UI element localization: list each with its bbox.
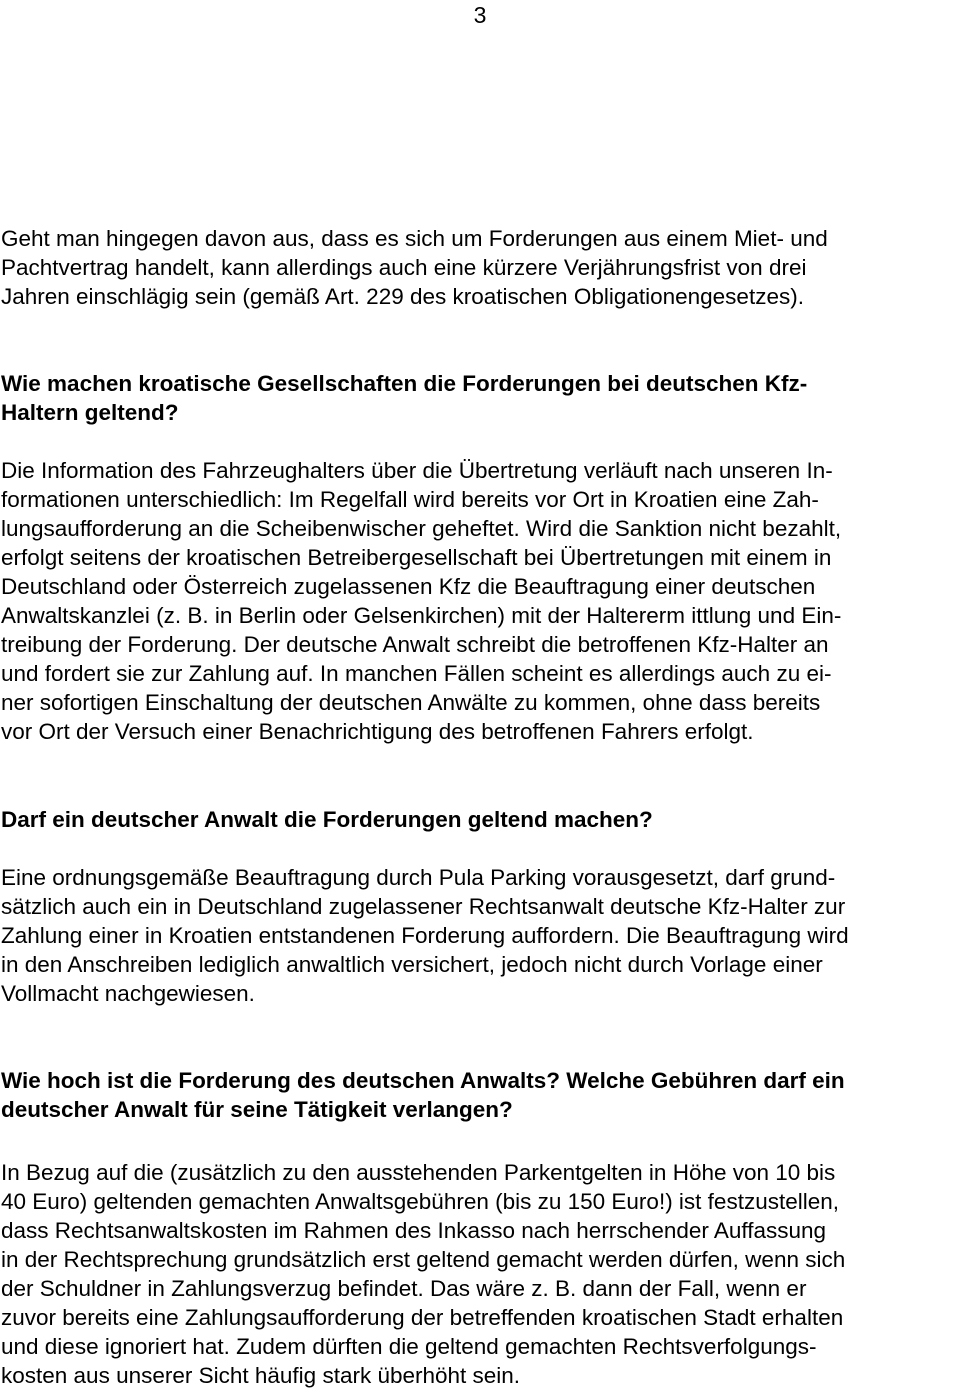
paragraph-line: und fordert sie zur Zahlung auf. In manchen Fällen scheint es allerdings auch zu ei- [1, 661, 832, 686]
paragraph-line: Die Information des Fahrzeughalters über die Übertretung verläuft nach unseren In- [1, 458, 833, 483]
paragraph-line: lungsaufforderung an die Scheibenwischer geheftet. Wird die Sanktion nicht bezahlt, [1, 516, 842, 541]
heading-line: Darf ein deutscher Anwalt die Forderungen geltend machen? [1, 807, 653, 832]
paragraph-line: 40 Euro) geltenden gemachten Anwaltsgebühren (bis zu 150 Euro!) ist festzustellen, [1, 1189, 840, 1214]
paragraph-line: dass Rechtsanwaltskosten im Rahmen des Inkasso nach herrschender Auffassung [1, 1218, 827, 1243]
paragraph-line: Jahren einschlägig sein (gemäß Art. 229 des kroatischen Obligationengesetzes). [1, 284, 804, 309]
paragraph-line: Anwaltskanzlei (z. B. in Berlin oder Gelsenkirchen) mit der Haltererm ittlung und Ein- [1, 603, 842, 628]
heading-line: Wie hoch ist die Forderung des deutschen Anwalts? Welche Gebühren darf ein [1, 1068, 845, 1093]
paragraph-line: der Schuldner in Zahlungsverzug befindet. Das wäre z. B. dann der Fall, wenn er [1, 1276, 807, 1301]
paragraph-line: erfolgt seitens der kroatischen Betreibergesellschaft bei Übertretungen mit einem in [1, 545, 832, 570]
paragraph-line: Geht man hingegen davon aus, dass es sich um Forderungen aus einem Miet- und [1, 226, 828, 251]
paragraph-line: Zahlung einer in Kroatien entstandenen Forderung auffordern. Die Beauftragung wird [1, 923, 849, 948]
paragraph-line: zuvor bereits eine Zahlungsaufforderung der betreffenden kroatischen Stadt erhalten [1, 1305, 844, 1330]
paragraph-line: Vollmacht nachgewiesen. [1, 981, 255, 1006]
paragraph-line: Deutschland oder Österreich zugelassenen Kfz die Beauftragung einer deutschen [1, 574, 816, 599]
heading-line: deutscher Anwalt für seine Tätigkeit verlangen? [1, 1097, 513, 1122]
paragraph-line: in der Rechtsprechung grundsätzlich erst geltend gemacht werden dürfen, wenn sich [1, 1247, 846, 1272]
paragraph-line: treibung der Forderung. Der deutsche Anwalt schreibt die betroffenen Kfz-Halter an [1, 632, 829, 657]
page-number: 3 [473, 2, 487, 28]
heading-line: Haltern geltend? [1, 400, 179, 425]
paragraph-line: Eine ordnungsgemäße Beauftragung durch Pula Parking vorausgesetzt, darf grund- [1, 865, 836, 890]
paragraph-line: vor Ort der Versuch einer Benachrichtigung des betroffenen Fahrers erfolgt. [1, 719, 754, 744]
paragraph-line: Pachtvertrag handelt, kann allerdings auch eine kürzere Verjährungsfrist von drei [1, 255, 807, 280]
paragraph-line: kosten aus unserer Sicht häufig stark überhöht sein. [1, 1363, 521, 1388]
paragraph-line: In Bezug auf die (zusätzlich zu den ausstehenden Parkentgelten in Höhe von 10 bis [1, 1160, 836, 1185]
paragraph-line: in den Anschreiben lediglich anwaltlich versichert, jedoch nicht durch Vorlage einer [1, 952, 823, 977]
paragraph-line: formationen unterschiedlich: Im Regelfall wird bereits vor Ort in Kroatien eine Zah- [1, 487, 819, 512]
paragraph-line: sätzlich auch ein in Deutschland zugelassener Rechtsanwalt deutsche Kfz-Halter zur [1, 894, 846, 919]
paragraph-line: und diese ignoriert hat. Zudem dürften die geltend gemachten Rechtsverfolgungs- [1, 1334, 817, 1359]
heading-line: Wie machen kroatische Gesellschaften die Forderungen bei deutschen Kfz- [1, 371, 808, 396]
paragraph-line: ner sofortigen Einschaltung der deutschen Anwälte zu kommen, ohne dass bereits [1, 690, 821, 715]
